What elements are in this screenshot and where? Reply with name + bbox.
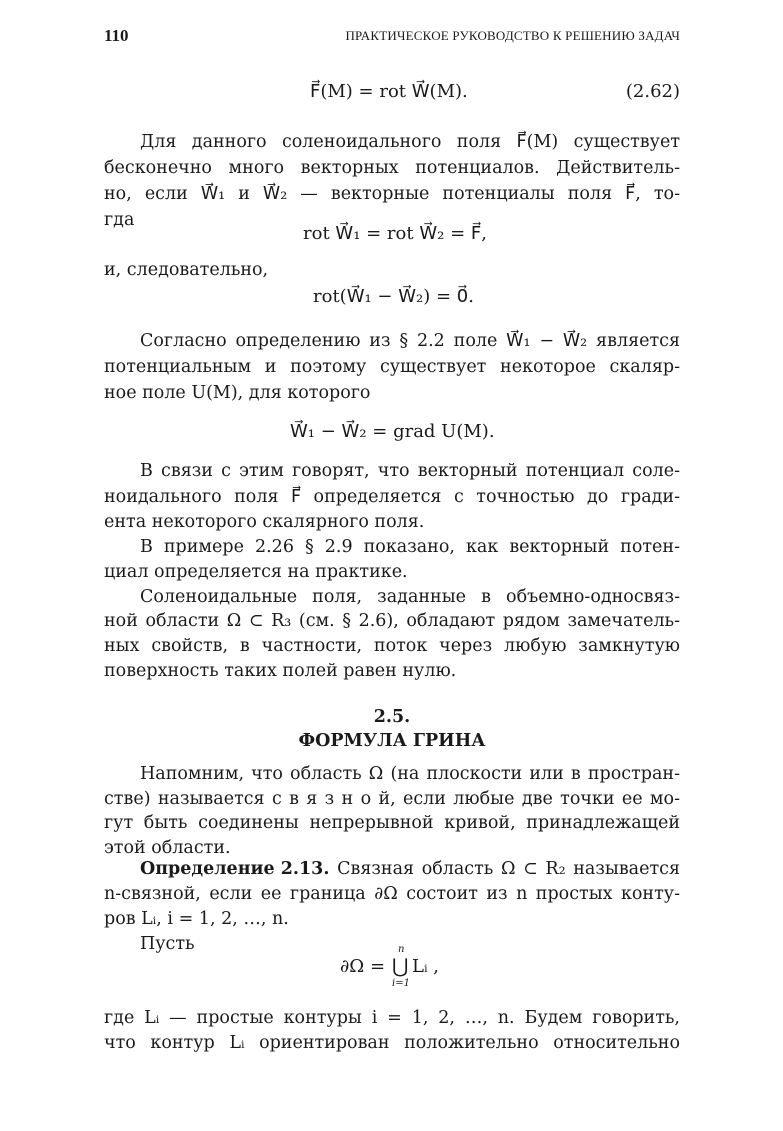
paragraph-line: n-связной, если ее граница ∂Ω состоит из n простых конту- <box>104 884 680 904</box>
paragraph-line: гда <box>104 210 135 230</box>
union-rhs: Lᵢ , <box>412 956 440 977</box>
paragraph-line: Для данного соленоидального поля F⃗(M) существует <box>140 132 680 152</box>
equation-union <box>340 944 460 994</box>
paragraph-line: ента некоторого скалярного поля. <box>104 512 425 532</box>
equation-rot-difference: rot(W⃗₁ − W⃗₂) = 0⃗. <box>313 286 474 307</box>
paragraph-line: ров Lᵢ, i = 1, 2, …, n. <box>104 909 289 929</box>
equation-grad: W⃗₁ − W⃗₂ = grad U(M). <box>290 421 495 442</box>
definition-label: Определение 2.13. <box>140 859 330 879</box>
union-lhs: ∂Ω = <box>340 956 386 977</box>
page-header <box>104 26 680 48</box>
definition-line <box>104 857 680 881</box>
paragraph-line: ноидального поля F⃗ определяется с точностью до гради- <box>104 487 680 507</box>
paragraph-line: В связи с этим говорят, что векторный потенциал соле- <box>140 461 680 481</box>
paragraph-line: стве) называется с в я з н о й, если любые две точки ее мо- <box>104 789 680 809</box>
section-number: 2.5. <box>373 707 411 727</box>
paragraph-line: но, если W⃗₁ и W⃗₂ — векторные потенциалы поля F⃗, то- <box>104 184 680 204</box>
paragraph-line: поверхность таких полей равен нулю. <box>104 661 457 681</box>
union-lower-limit: i=1 <box>392 978 410 989</box>
paragraph-line: что контур Lᵢ ориентирован положительно относительно <box>104 1033 680 1053</box>
page-number: 110 <box>104 26 129 45</box>
paragraph-line: Напомним, что область Ω (на плоскости или в простран- <box>140 764 680 784</box>
paragraph-line: Пусть <box>140 934 195 954</box>
union-operator: ⋃ <box>392 954 409 978</box>
paragraph-line: где Lᵢ — простые контуры i = 1, 2, …, n. Будем говорить, <box>104 1008 680 1028</box>
paragraph-line: ных свойств, в частности, поток через любую замкнутую <box>104 636 680 656</box>
section-title: ФОРМУЛА ГРИНА <box>298 731 486 751</box>
equation-rot-equal: rot W⃗₁ = rot W⃗₂ = F⃗, <box>303 223 487 244</box>
paragraph-line: В примере 2.26 § 2.9 показано, как векторный потен- <box>140 537 680 557</box>
equation-2-62: F⃗(M) = rot W⃗(M). <box>310 81 468 102</box>
paragraph-line: гут быть соединены непрерывной кривой, принадлежащей <box>104 813 680 833</box>
paragraph-line: циал определяется на практике. <box>104 562 408 582</box>
paragraph-line: Соленоидальные поля, заданные в объемно-односвяз- <box>140 587 680 607</box>
paragraph-line: потенциальным и поэтому существует некоторое скаляр- <box>104 357 680 377</box>
paragraph-line: этой области. <box>104 838 231 858</box>
paragraph-line: бесконечно много векторных потенциалов. Действитель- <box>104 158 680 178</box>
union-upper-limit: n <box>398 944 405 955</box>
running-head: ПРАКТИЧЕСКОЕ РУКОВОДСТВО К РЕШЕНИЮ ЗАДАЧ <box>345 28 680 43</box>
definition-text: Связная область Ω ⊂ R₂ называется <box>329 859 680 879</box>
paragraph-line: и, следовательно, <box>104 260 269 280</box>
paragraph-line: Согласно определению из § 2.2 поле W⃗₁ − W⃗₂ является <box>140 331 680 351</box>
paragraph-line: ное поле U(M), для которого <box>104 383 371 403</box>
paragraph-line: ной области Ω ⊂ R₃ (см. § 2.6), обладают рядом замечатель- <box>104 611 680 631</box>
equation-number: (2.62) <box>625 81 680 102</box>
